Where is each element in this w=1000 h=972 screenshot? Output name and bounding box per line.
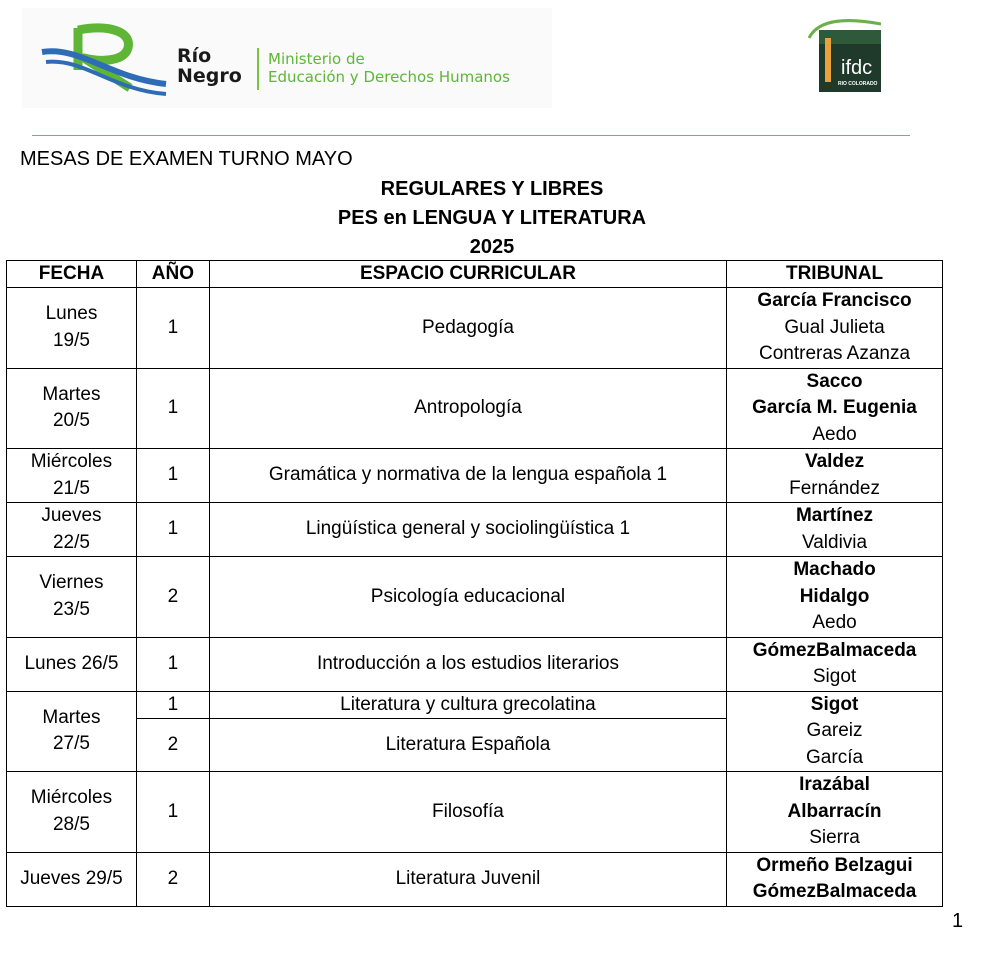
page-number: 1 [952,910,964,932]
date-day: Miércoles [30,787,113,809]
header-anio: AÑO [136,261,209,288]
date-number: 21/5 [52,477,90,499]
brand-line-2: Negro [177,65,242,87]
tribunal-cell [727,852,943,906]
subject-cell: Literatura y cultura grecolatina [209,691,726,718]
subject-cell: Gramática y normativa de la lengua española 1 [209,449,726,503]
date-day: Martes [42,706,101,728]
tribunal-cell [727,772,943,853]
tribunal-member: Albarracín [787,800,882,822]
date-day: Miércoles [30,451,113,472]
date-cell [7,368,137,449]
date-cell [7,557,137,638]
ministry-line-1: Ministerio de [268,50,365,68]
date-day: Jueves [41,505,102,526]
header-tribunal: TRIBUNAL [727,261,943,288]
year-cell: 1 [136,503,209,557]
table-row [7,772,943,853]
title-line-1: REGULARES Y LIBRES [380,178,604,200]
year-cell: 1 [136,288,209,369]
table-row [7,852,943,906]
tribunal-cell [727,368,943,449]
rio-negro-logo [40,22,170,102]
date-day: Viernes [39,572,104,594]
header-banner [22,8,552,108]
tribunal-member: Sigot [812,666,857,687]
date-cell [7,637,137,691]
header-fecha: FECHA [7,261,137,288]
table-row [7,637,943,691]
brand-line-1: Río [177,45,212,67]
tribunal-cell [727,557,943,638]
date-day: Martes [42,383,101,405]
year-cell: 2 [136,557,209,638]
date-number: 20/5 [52,410,90,432]
tribunal-member: Valdez [804,451,865,472]
tribunal-member: Gual Julieta [784,316,885,338]
date-cell [7,503,137,557]
tribunal-member: Contreras Azanza [759,343,911,364]
tribunal-member: Sigot [810,693,859,715]
tribunal-member: Aedo [812,423,857,445]
tribunal-member: Fernández [789,477,880,499]
subject-cell: Literatura Juvenil [209,852,726,906]
tribunal-member: García [806,746,864,768]
ifdc-subtext: RIO COLORADO [838,81,878,87]
year-cell: 2 [136,852,209,906]
subject-cell: Pedagogía [209,288,726,369]
tribunal-cell [727,691,943,772]
tribunal-cell [727,503,943,557]
tribunal-member: GómezBalmaceda [752,639,917,661]
date-cell [7,852,137,906]
tribunal-member: Sacco [806,370,863,392]
year-cell: 2 [136,718,209,771]
tribunal-member: Sierra [809,827,860,848]
subject-cell: Literatura Española [209,718,726,771]
tribunal-member: Ormeño Belzagui [756,854,913,876]
subject-cell: Antropología [209,368,726,449]
table-row [7,691,943,718]
tribunal-member: Valdivia [801,531,868,553]
tribunal-cell [727,288,943,369]
tribunal-member: Machado [793,559,876,580]
exam-schedule-table [6,260,943,907]
ministry-line-2: Educación y Derechos Humanos [268,68,510,86]
brand-divider [257,48,259,90]
date-day: Lunes 26/5 [24,652,119,674]
tribunal-member: Gareiz [806,720,863,741]
year-cell: 1 [136,368,209,449]
subject-cell: Filosofía [209,772,726,853]
table-header-row [7,261,943,288]
tribunal-member: Hidalgo [799,585,870,607]
tribunal-member: GómezBalmaceda [752,881,917,902]
year-cell: 1 [136,772,209,853]
date-number: 27/5 [52,733,90,755]
date-number: 19/5 [52,329,90,351]
title-line-2: PES en LENGUA Y LITERATURA [337,207,647,229]
document-heading: MESAS DE EXAMEN TURNO MAYO [20,148,353,170]
tribunal-cell [727,449,943,503]
tribunal-member: Martínez [795,505,874,526]
year-cell: 1 [136,449,209,503]
date-day: Jueves 29/5 [20,867,123,889]
date-number: 28/5 [52,813,90,835]
date-day: Lunes [45,303,98,325]
table-row [7,368,943,449]
date-cell [7,691,137,772]
ifdc-logo [805,16,885,96]
date-number: 23/5 [52,598,90,620]
table-row [7,503,943,557]
year-cell: 1 [136,691,209,718]
table-row [7,449,943,503]
header-rule [32,135,910,136]
tribunal-member: García Francisco [757,290,912,311]
ifdc-text: ifdc [841,57,873,79]
date-cell [7,449,137,503]
table-row [7,288,943,369]
document-titles [0,175,984,262]
tribunal-member: García M. Eugenia [752,397,917,418]
date-number: 22/5 [52,531,90,553]
tribunal-member: Irazábal [799,774,870,795]
subject-cell: Lingüística general y sociolingüística 1 [209,503,726,557]
table-row [7,557,943,638]
subject-cell: Psicología educacional [209,557,726,638]
subject-cell: Introducción a los estudios literarios [209,637,726,691]
header-espacio-curricular: ESPACIO CURRICULAR [209,261,726,288]
tribunal-member: Aedo [812,612,857,633]
tribunal-cell [727,637,943,691]
year-cell: 1 [136,637,209,691]
date-cell [7,772,137,853]
date-cell [7,288,137,369]
title-line-3: 2025 [469,236,515,258]
